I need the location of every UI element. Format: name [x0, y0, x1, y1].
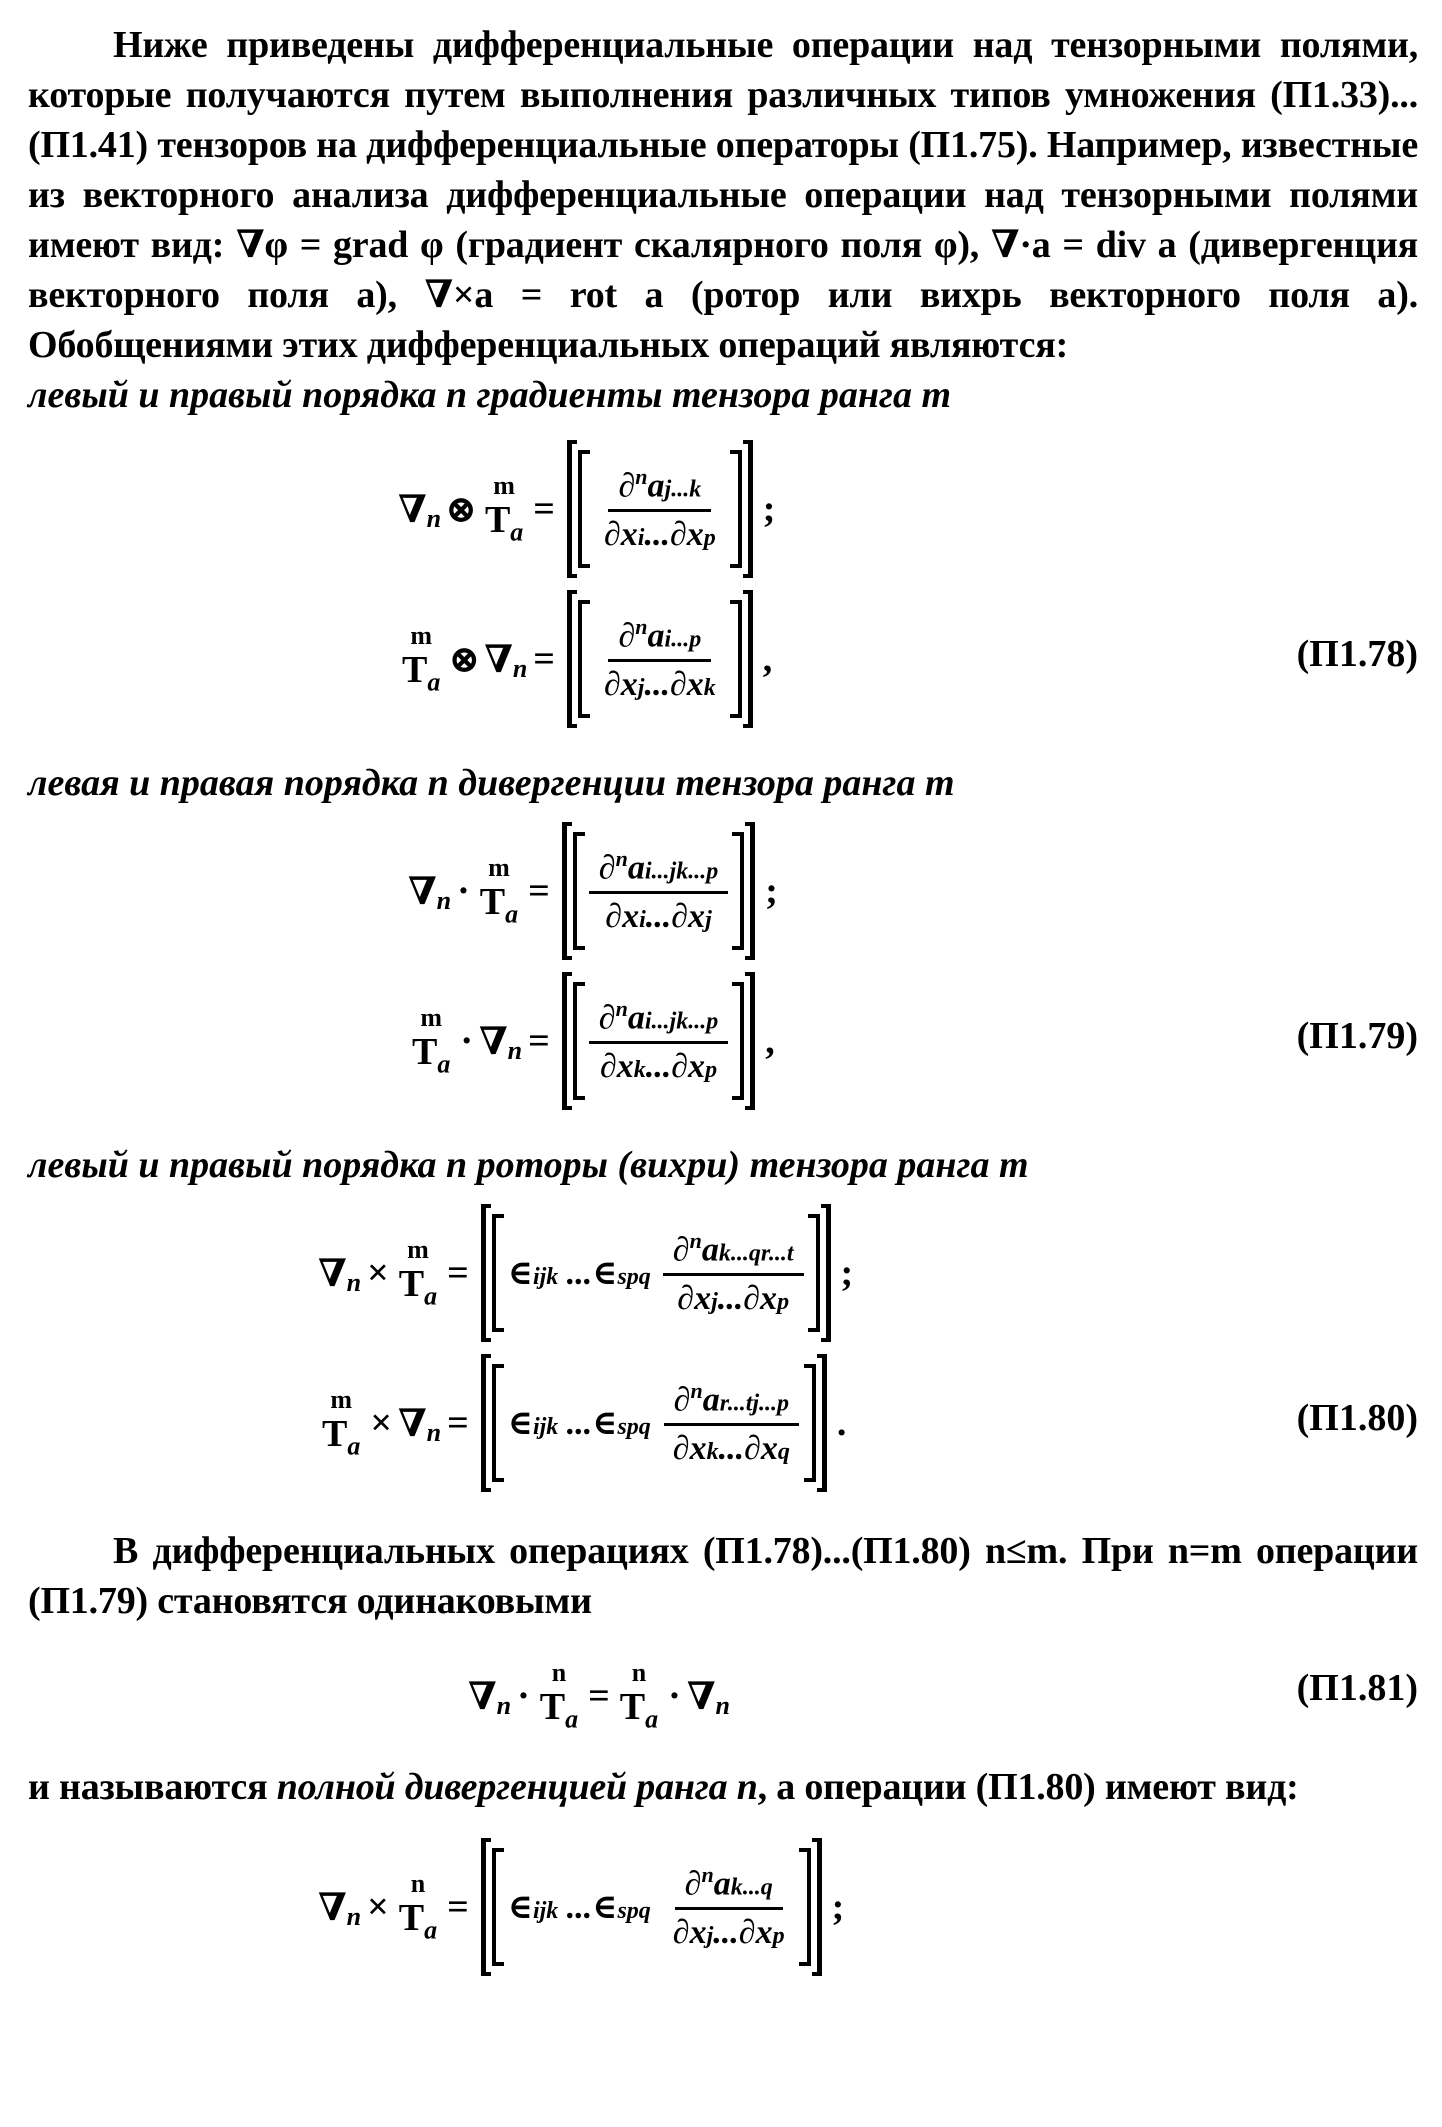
term-full-divergence: полной дивергенцией ранга n [276, 1766, 758, 1808]
eq81-label: (П1.81) [1296, 1667, 1418, 1709]
eq80-label: (П1.80) [1296, 1397, 1418, 1439]
eq80-line1: ∇ n × m $T_a$ = ∈ijk ...∈spq $\frac{\partial^nak...qr...t}{\partial xj...\partial xp}$ ; [28, 1198, 1418, 1348]
eq79-label: (П1.79) [1296, 1015, 1418, 1057]
heading-divergence: левая и правая порядка n дивергенции тензора ранга m [28, 762, 955, 804]
eq78-label: (П1.78) [1296, 633, 1418, 675]
eq78-line2: m $T_a$ ⊗ ∇ n = $\frac{\partial^nai...p}{\partial xj...\partial xk}$ , (П1.78) [28, 584, 1418, 734]
paragraph-2: В дифференциальных операциях (П1.78)...(П1.80) n≤m. При n=m операции (П1.79) становятся одинаковыми [28, 1530, 1418, 1622]
eq79-line2: m $T_a$ · ∇ n = $\frac{\partial^nai...jk...p}{\partial xk...\partial xp}$ , (П1.79) [28, 966, 1418, 1116]
eq80-line2: m $T_a$ × ∇ n = ∈ijk ...∈spq $\frac{\partial^nar...tj...p}{\partial xk...\partial xq}$ . (П1.80) [28, 1348, 1418, 1498]
eq81: ∇ n · n $T_a$ = n $T_a$ · ∇ n (П1.81) [468, 1657, 1418, 1734]
heading-rotor: левый и правый порядка n роторы (вихри) тензора ранга m [28, 1144, 1029, 1186]
paragraph-3: и называются полной дивергенцией ранга n, а операции (П1.80) имеют вид: [28, 1766, 1299, 1808]
eq78-line1: ∇ n ⊗ m $T_a$ = $\frac{\partial^naj...k}{\partial xi...\partial xp}$ ; [28, 434, 1418, 584]
page [28, 20, 1418, 1982]
eq79-line1: ∇ n · m $T_a$ = $\frac{\partial^nai...jk...p}{\partial xi...\partial xj}$ ; [28, 816, 1418, 966]
heading-gradient: левый и правый порядка n градиенты тензора ранга m [28, 374, 952, 416]
eq-final: ∇ n × n $T_a$ = ∈ijk ...∈spq $\frac{\partial^nak...q}{\partial xj...\partial xp}$ ; [28, 1832, 1418, 1982]
intro-paragraph: Ниже приведены дифференциальные операции над тензорными полями, которые получаются путем выполнения различных типов умножения (П1.33)...(П1.41) тензоров на дифференциальные операторы (П1.75). Например, известные из векторного анализа дифференциальные операции над тензорными полями имеют вид: ∇φ = grad φ (градиент скалярного поля φ), ∇·a = div a (дивергенция векторного поля a), ∇×a = rot a (ротор или вихрь векторного поля a). Обобщениями этих дифференциальных операций являются: [28, 24, 1418, 366]
